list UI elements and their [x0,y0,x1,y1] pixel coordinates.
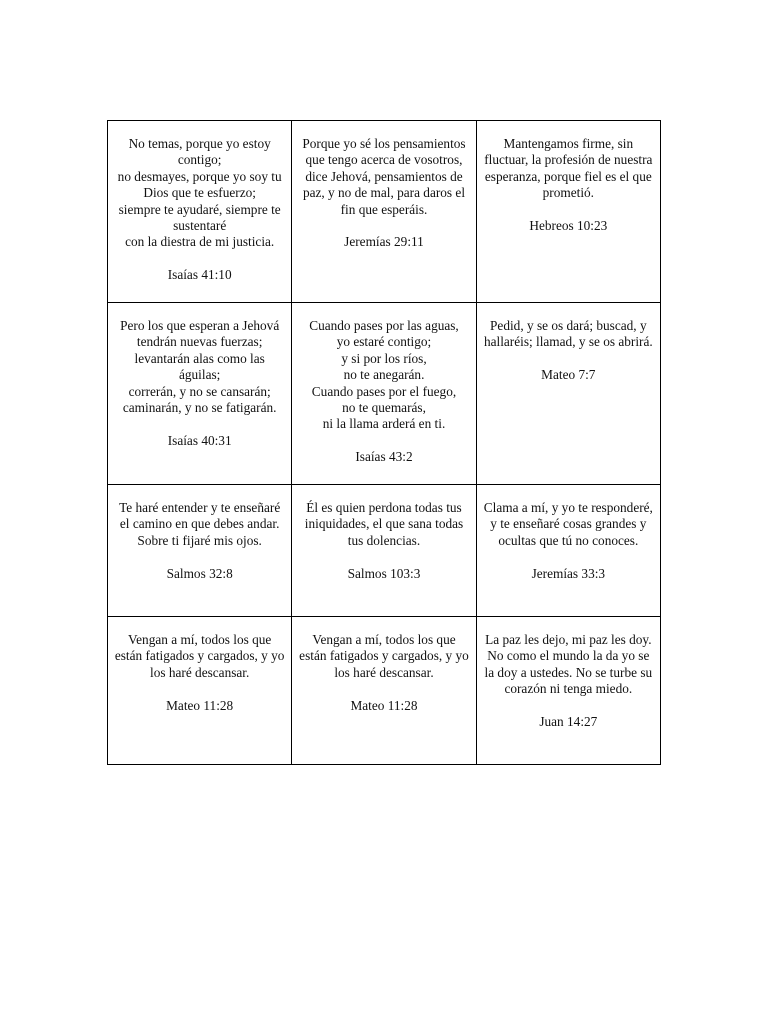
verse-line: siempre te ayudaré, siempre te sustentaré [118,201,281,234]
verse-text [483,136,654,202]
verse-reference: Isaías 40:31 [167,432,232,448]
verse-card [292,303,476,485]
verse-text [298,136,469,218]
verse-line: no te quemarás, [342,400,426,416]
verse-line: Cuando pases por el fuego, [311,383,457,399]
verse-reference: Isaías 43:2 [355,449,413,465]
verse-line: no te anegarán. [343,367,425,383]
verse-card [476,121,660,303]
verse-card [108,121,292,303]
verse-card [476,617,660,765]
verse-card [292,617,476,765]
verse-line: Porque yo sé los pensamientos que tengo acerca de vosotros, dice Jehová, pensamientos de paz, y no de mal, para daros el fin que esperáis. [302,136,466,217]
verse-line: y si por los ríos, [341,350,427,366]
verse-text [298,632,469,681]
verse-reference: Mateo 7:7 [541,367,596,383]
verse-line: con la diestra de mi justicia. [125,234,275,250]
verse-card [292,121,476,303]
verse-line: ni la llama arderá en ti. [322,416,446,432]
grid-row [108,303,661,485]
verse-text [483,318,654,351]
verse-line: Te haré entender y te enseñaré el camino en que debes andar. [119,500,281,532]
verse-line: Sobre ti fijaré mis ojos. [137,532,262,548]
verse-line: Pedid, y se os dará; buscad, y hallaréis; llamad, y se os abrirá. [483,318,653,350]
verse-line: Cuando pases por las aguas, [309,318,459,333]
verse-line: Él es quien perdona todas tus iniquidades, el que sana todas tus dolencias. [304,500,464,548]
verse-text [298,500,469,549]
verse-text [114,500,285,549]
verse-card [476,303,660,485]
verse-reference: Salmos 103:3 [347,565,421,581]
verse-line: Vengan a mí, todos los que están fatigados y cargados, y yo los haré descansar. [114,632,285,680]
verse-text [483,500,654,549]
verse-reference: Juan 14:27 [539,714,598,730]
verse-text [483,632,654,698]
verse-line: Vengan a mí, todos los que están fatigados y cargados, y yo los haré descansar. [299,632,469,680]
verse-card-grid [107,120,661,765]
verse-line: Clama a mí, y yo te responderé, y te enseñaré cosas grandes y ocultas que tú no conoces. [483,500,653,548]
verse-line: No temas, porque yo estoy contigo; [128,136,271,168]
verse-line: Pero los que esperan a Jehová tendrán nuevas fuerzas; [120,318,280,350]
grid-row [108,485,661,617]
verse-line: correrán, y no se cansarán; [128,383,271,399]
verse-reference: Hebreos 10:23 [529,218,608,234]
grid-row [108,617,661,765]
verse-line: no desmayes, porque yo soy tu Dios que te esfuerzo; [117,168,282,201]
verse-text [114,318,285,416]
verse-reference: Mateo 11:28 [166,697,234,713]
verse-line: caminarán, y no se fatigarán. [122,400,277,416]
verse-line: Mantengamos firme, sin fluctuar, la profesión de nuestra esperanza, porque fiel es el que prometió. [484,136,653,201]
verse-card [108,485,292,617]
verse-reference: Mateo 11:28 [350,697,418,713]
verse-line: yo estaré contigo; [336,334,432,350]
verse-card [292,485,476,617]
verse-text [114,136,285,251]
verse-reference: Jeremías 29:11 [344,234,424,250]
verse-card [476,485,660,617]
verse-line: levantarán alas como las águilas; [134,350,265,383]
verse-text [298,318,469,433]
verse-reference: Isaías 41:10 [167,267,232,283]
verse-reference: Salmos 32:8 [166,565,233,581]
verse-card [108,303,292,485]
verse-line: La paz les dejo, mi paz les doy. No como el mundo la da yo se la doy a ustedes. No se turbe su corazón ni tenga miedo. [484,632,653,697]
verse-text [114,632,285,681]
grid-row [108,121,661,303]
verse-card [108,617,292,765]
verse-reference: Jeremías 33:3 [531,565,606,581]
